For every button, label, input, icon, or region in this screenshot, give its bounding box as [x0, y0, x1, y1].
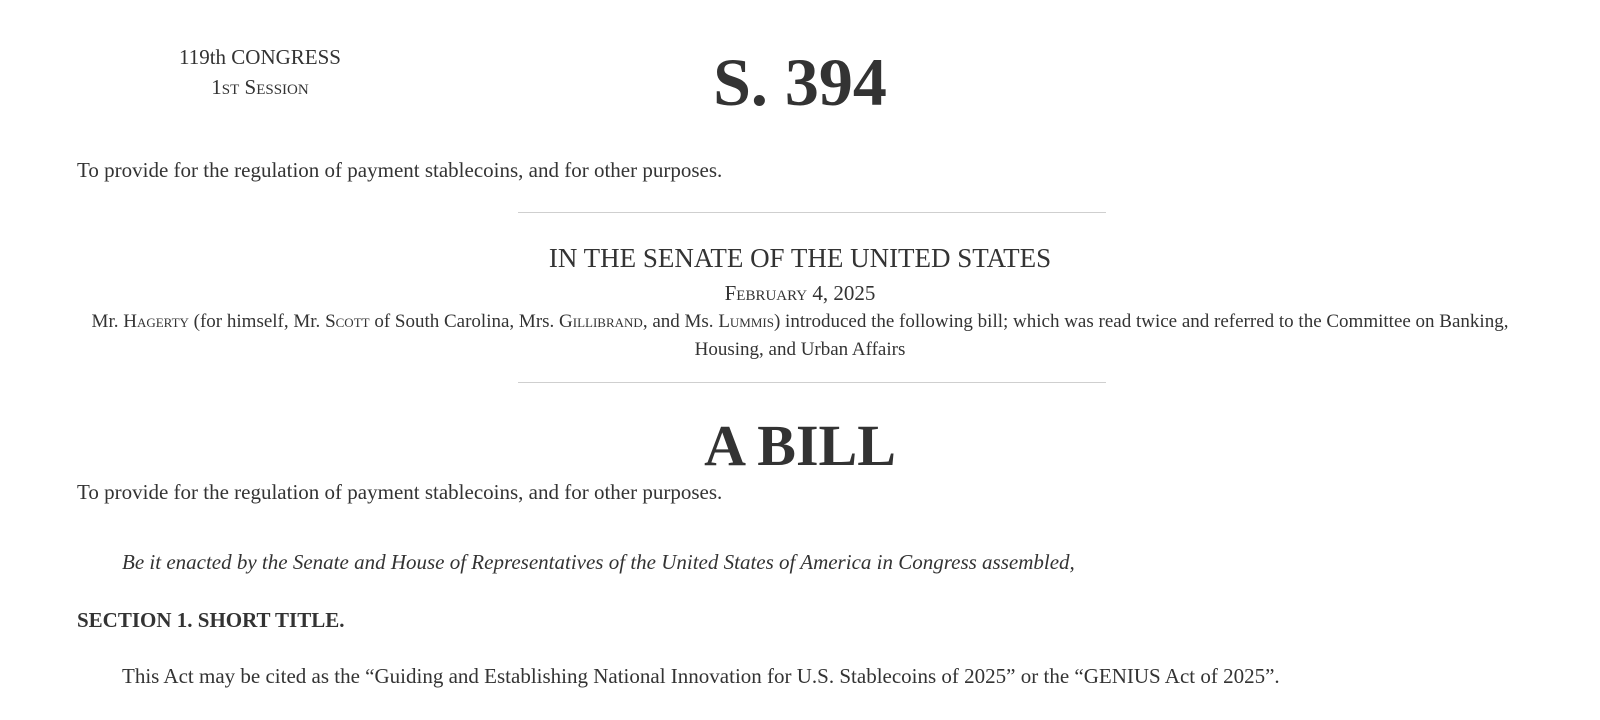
session-label: 1st Session	[211, 75, 309, 99]
sponsor-text-3: , and Ms.	[642, 311, 714, 332]
bill-heading: A BILL	[704, 413, 896, 478]
congress-label: 119th CONGRESS	[178, 45, 341, 69]
divider-bottom	[518, 382, 1106, 383]
sponsor-text-1: (for himself, Mr.	[193, 311, 321, 332]
caption-purpose: To provide for the regulation of payment stablecoins, and for other purposes.	[77, 158, 723, 182]
bill-number: S. 394	[713, 44, 887, 120]
divider-top	[518, 212, 1106, 213]
bill-purpose: To provide for the regulation of payment stablecoins, and for other purposes.	[77, 480, 723, 504]
sponsor-title: Mr.	[91, 311, 119, 332]
section-heading: SECTION 1. SHORT TITLE.	[77, 608, 345, 632]
cosponsor-name: Scott	[325, 311, 370, 332]
cosponsor-name: Gillibrand	[559, 311, 643, 332]
sponsor-text-2: of South Carolina, Mrs.	[374, 311, 555, 332]
sponsor-name: Hagerty	[123, 311, 189, 332]
section-text: This Act may be cited as the “Guiding and Establishing National Innovation for U.S. Stablecoins of 2025” or the “GENIUS Act of 2025”.	[122, 664, 1280, 688]
sponsor-text-4: ) introduced the following bill; which was read twice and referred to the Committee on Banking, Housing, and Urban Affairs	[694, 311, 1509, 360]
enacting-clause: Be it enacted by the Senate and House of Representatives of the United States of America in Congress assembled,	[122, 550, 1075, 574]
introduction-date: February 4, 2025	[724, 281, 876, 305]
cosponsor-name: Lummis	[718, 311, 774, 332]
chamber-heading: IN THE SENATE OF THE UNITED STATES	[548, 243, 1052, 273]
sponsor-statement	[60, 308, 1540, 364]
